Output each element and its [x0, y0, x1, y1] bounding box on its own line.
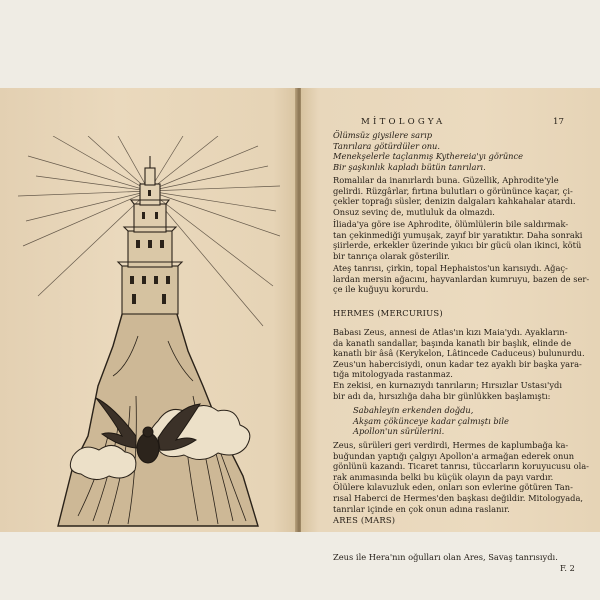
tower-illustration	[18, 136, 280, 530]
section-heading-ares: ARES (MARS)	[333, 515, 396, 525]
tower	[118, 156, 182, 314]
text-line: tan çekinmediği yumuşak, zayıf bir yaratıktır. Daha sonraki	[333, 229, 583, 240]
text-line: tığa mitologyada rastanmaz.	[333, 369, 453, 380]
poem-line: Ölümsüz giysilere sarıp	[333, 130, 433, 140]
poem-line: Tanrılara götürdüler onu.	[333, 140, 441, 151]
poem-verse-2	[353, 405, 600, 437]
text-line: Romalılar da inanırlardı buna. Güzellik, Aphrodite'yle	[333, 175, 559, 185]
text-line: Ölülere kılavuzluk eden, onları son evlerine götüren Tan-	[333, 482, 573, 493]
text-line: çe ile kuğuyu korurdu.	[333, 284, 429, 295]
poem-line: Bir şaşkınlık kapladı bütün tanrıları.	[333, 161, 486, 172]
text-line: İliada'ya göre ise Aphrodite, ölümlülerin bile saldırmak-	[333, 219, 569, 229]
text-line: Onsuz sevinç de, mutluluk da olmazdı.	[333, 206, 495, 217]
paragraph-hermes-parents	[333, 327, 595, 380]
signature-mark: F. 2	[560, 563, 575, 573]
running-head: MİTOLOGYA	[361, 117, 446, 127]
poem-line: Sabahleyin erkenden doğdu,	[353, 405, 474, 415]
text-line: bir tanrıça olarak gösterilir.	[333, 250, 450, 261]
text-line: En zekisi, en kurnazıydı tanrıların; Hırsızlar Ustası'ydı	[333, 380, 562, 390]
text-line: Ateş tanrısı, çirkin, topal Hephaistos'un karısıydı. Ağaç-	[333, 263, 568, 273]
paragraph-hephaistos	[333, 263, 595, 295]
text-line: Zeus, sürüleri geri verdirdi, Hermes de kaplumbağa ka-	[333, 440, 569, 450]
text-line: gönlünü kazandı. Ticaret tanrısı, tüccarların koruyucusu ola-	[333, 461, 589, 472]
section-heading-hermes: HERMES (MERCURIUS)	[333, 308, 443, 318]
text-line: gelirdi. Rüzgârlar, fırtına bulutları o görününce kaçar, çi-	[333, 185, 573, 196]
text-line: buğundan yaptığı çalgıyı Apollon'a armağan ederek onun	[333, 450, 575, 461]
text-line: Zeus ile Hera'nın oğulları olan Ares, Savaş tanrısıydı.	[333, 552, 558, 562]
poem-line: Apollon'un sürülerini.	[353, 426, 445, 437]
poem-line: Menekşelerle taçlanmış Kythereia'yı görünce	[333, 151, 524, 162]
text-line: rak anımasında belki bu küçük olayın da payı vardır.	[333, 471, 554, 482]
paragraph-ares	[333, 552, 595, 563]
paragraph-hermes-lyre	[333, 440, 595, 514]
poem-line: Akşam çökünceye kadar çalmıştı bile	[353, 415, 509, 426]
text-line: kanatlı bir âsâ (Kerykelon, Lâtincede Caduceus) bulunurdu.	[333, 348, 585, 359]
text-line: çekler toprağı süsler, denizin dalgaları kahkahalar atardı.	[333, 196, 576, 207]
text-line: rısal Haberci de Hermes'den başkası değildir. Mitologyada,	[333, 492, 584, 503]
text-line: bir adı da, hırsızlığa daha bir günlükken başlamıştı:	[333, 390, 551, 401]
poem-verse-1	[333, 130, 595, 172]
paragraph-hermes-thief	[333, 380, 595, 401]
text-line: Zeus'un habercisiydi, onun kadar tez ayaklı bir başka yara-	[333, 358, 582, 369]
text-line: lardan mersin ağacını, hayvanlardan kumruyu, bazen de ser-	[333, 273, 590, 284]
text-line: şiirlerde, erkekler üzerinde yıkıcı bir gücü olan ikinci, kötü	[333, 240, 582, 251]
text-line: da kanatlı sandallar, başında kanatlı bir başlık, elinde de	[333, 337, 572, 348]
paragraph-romans	[333, 175, 595, 217]
text-line: tanrılar içinde en çok onun adına raslanır.	[333, 503, 510, 514]
left-page	[0, 88, 297, 532]
right-page	[301, 88, 600, 532]
page-number: 17	[553, 117, 564, 127]
paragraph-iliad	[333, 219, 595, 261]
text-line: Babası Zeus, annesi de Atlas'ın kızı Maia'ydı. Ayakların-	[333, 327, 568, 337]
